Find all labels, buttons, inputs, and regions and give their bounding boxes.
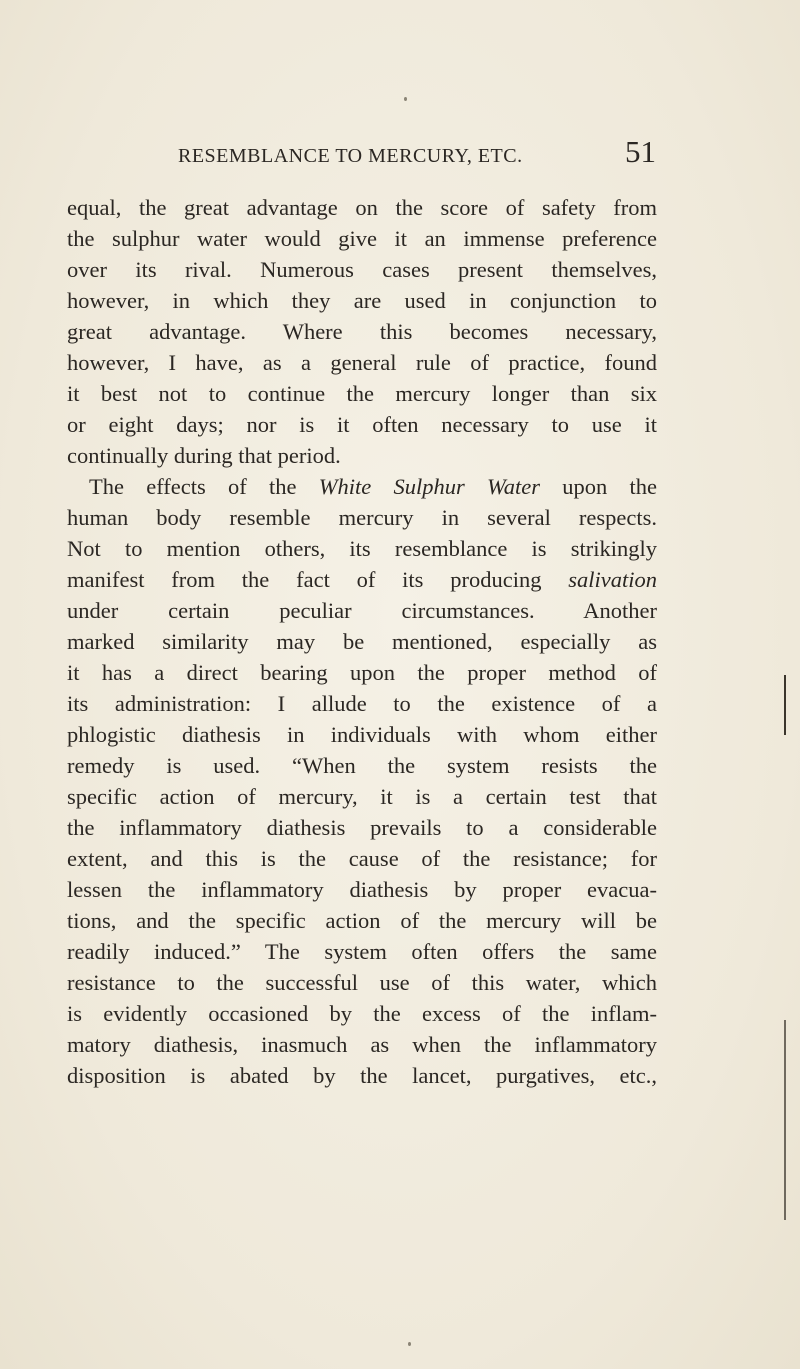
text-line: over its rival. Numerous cases present themselves, bbox=[67, 257, 657, 282]
text-segment: manifest from the fact of its producing bbox=[67, 567, 569, 592]
text-line: specific action of mercury, it is a certain test that bbox=[67, 784, 657, 809]
text-line: equal, the great advantage on the score of safety from bbox=[67, 195, 657, 220]
text-line: the inflammatory diathesis prevails to a considerable bbox=[67, 815, 657, 840]
text-line: or eight days; nor is it often necessary to use it bbox=[67, 412, 657, 437]
text-line: is evidently occasioned by the excess of the inflam- bbox=[67, 1001, 657, 1026]
page-edge-shadow bbox=[784, 1020, 786, 1220]
text-line: great advantage. Where this becomes necessary, bbox=[67, 319, 657, 344]
paper-speck bbox=[408, 1342, 411, 1346]
text-line: however, I have, as a general rule of practice, found bbox=[67, 350, 657, 375]
text-line bbox=[67, 471, 657, 502]
text-line: tions, and the specific action of the mercury will be bbox=[67, 908, 657, 933]
page-edge-shadow bbox=[784, 675, 786, 735]
text-line: disposition is abated by the lancet, purgatives, etc., bbox=[67, 1063, 657, 1088]
running-head: RESEMBLANCE TO MERCURY, ETC. bbox=[178, 145, 523, 167]
text-segment: upon the bbox=[539, 474, 657, 499]
page-header bbox=[178, 134, 656, 177]
text-line bbox=[67, 564, 657, 595]
text-line: under certain peculiar circumstances. Another bbox=[67, 598, 657, 623]
text-line: Not to mention others, its resemblance is strikingly bbox=[67, 536, 657, 561]
italic-title: White Sulphur Water bbox=[318, 474, 540, 499]
text-line: readily induced.” The system often offers the same bbox=[67, 939, 657, 964]
text-line: marked similarity may be mentioned, especially as bbox=[67, 629, 657, 654]
text-line: the sulphur water would give it an immense preference bbox=[67, 226, 657, 251]
text-line: phlogistic diathesis in individuals with whom either bbox=[67, 722, 657, 747]
page-number: 51 bbox=[625, 134, 656, 169]
text-line: extent, and this is the cause of the resistance; for bbox=[67, 846, 657, 871]
text-line: lessen the inflammatory diathesis by proper evacua- bbox=[67, 877, 657, 902]
text-line: matory diathesis, inasmuch as when the inflammatory bbox=[67, 1032, 657, 1057]
text-line: continually during that period. bbox=[67, 443, 341, 468]
paper-speck bbox=[404, 97, 407, 101]
italic-term: salivation bbox=[568, 567, 657, 592]
body-text bbox=[67, 192, 657, 1091]
text-line: remedy is used. “When the system resists the bbox=[67, 753, 657, 778]
text-line: its administration: I allude to the existence of a bbox=[67, 691, 657, 716]
text-line: resistance to the successful use of this water, which bbox=[67, 970, 657, 995]
text-line: it has a direct bearing upon the proper method of bbox=[67, 660, 657, 685]
text-line: human body resemble mercury in several respects. bbox=[67, 505, 657, 530]
text-line: it best not to continue the mercury longer than six bbox=[67, 381, 657, 406]
text-segment: The effects of the bbox=[89, 474, 319, 499]
text-line: however, in which they are used in conjunction to bbox=[67, 288, 657, 313]
